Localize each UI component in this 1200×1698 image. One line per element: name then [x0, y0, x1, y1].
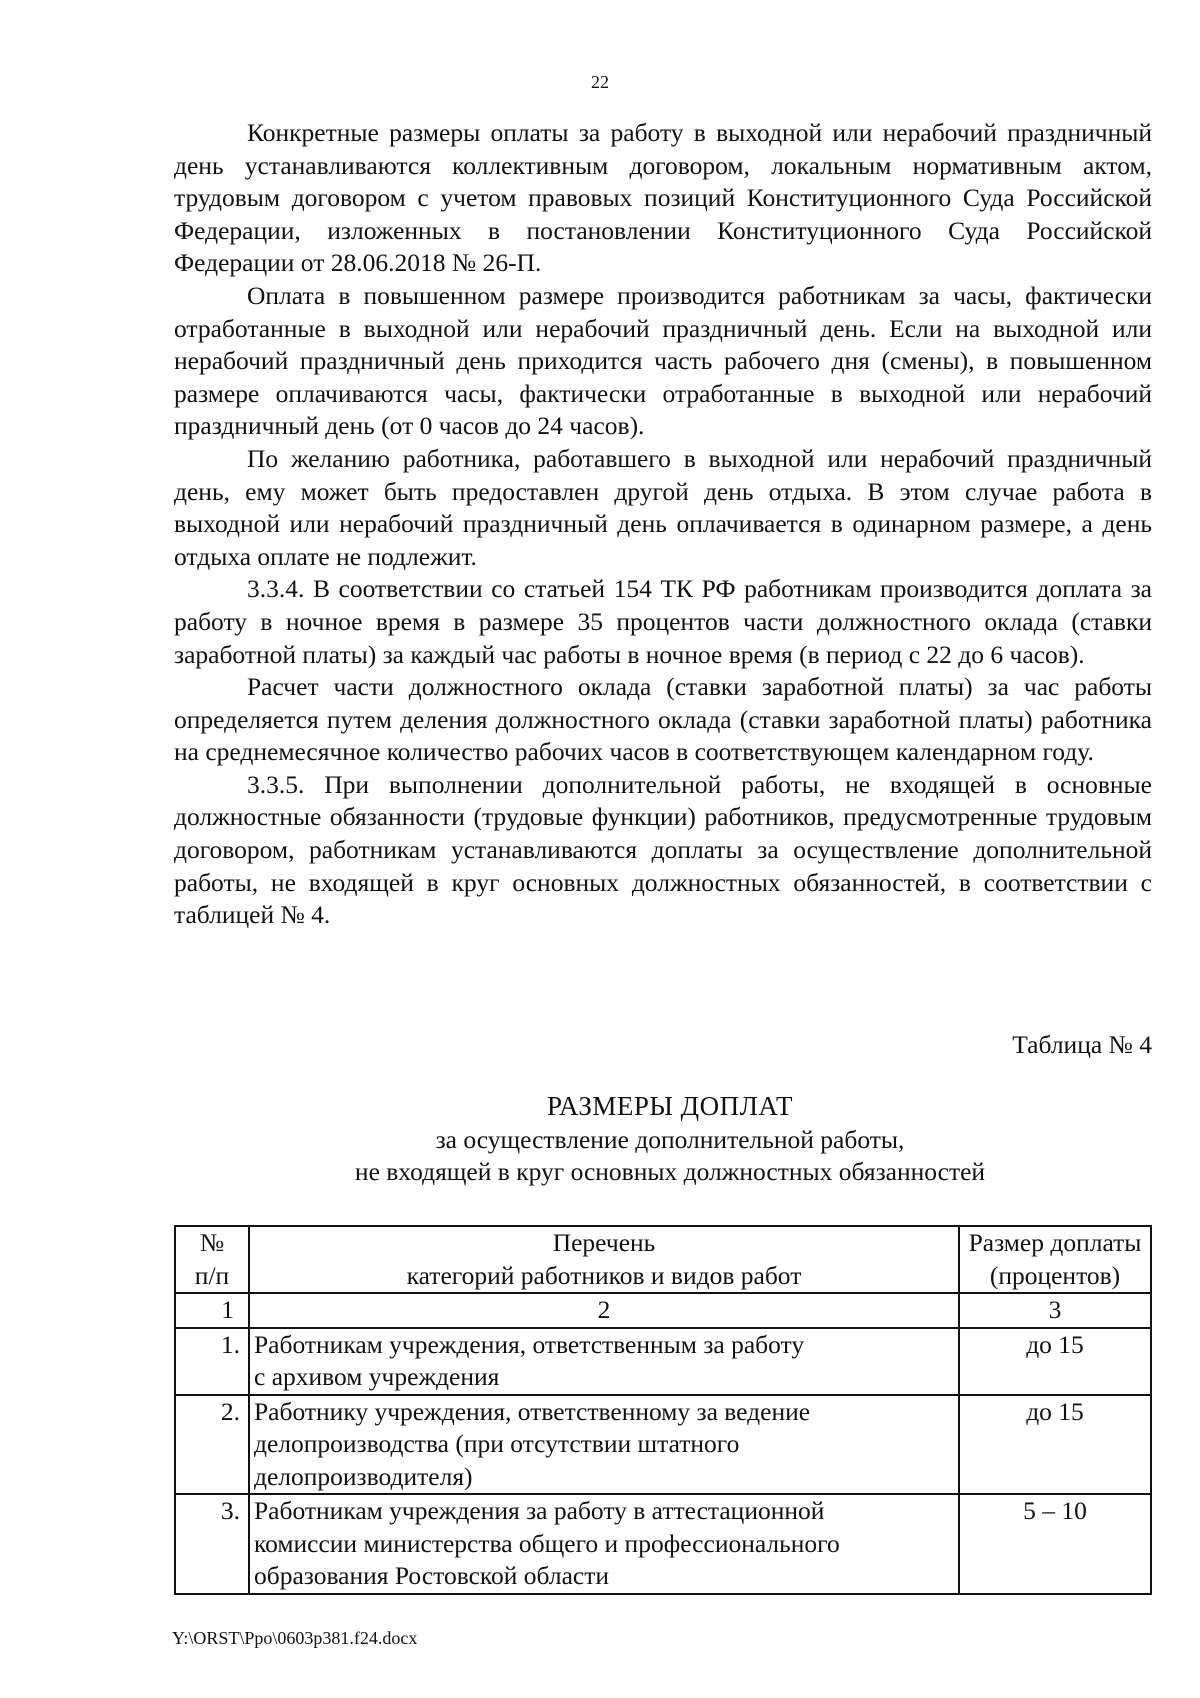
header-amount-line: (процентов) — [989, 1260, 1121, 1290]
page-number: 22 — [591, 72, 609, 92]
table-row — [175, 1395, 1151, 1495]
column-index: 3 — [959, 1293, 1151, 1328]
row-description-line: с архивом учреждения — [254, 1362, 500, 1391]
row-number: 3. — [175, 1494, 249, 1594]
row-amount: до 15 — [959, 1395, 1151, 1495]
file-path-footer: Y:\ORST\Ppo\0603p381.f24.docx — [172, 1628, 418, 1648]
table-header-row — [175, 1226, 1151, 1293]
row-number: 2. — [175, 1395, 249, 1495]
row-description — [249, 1395, 959, 1495]
row-description-line: Работникам учреждения, ответственным за работу — [254, 1329, 805, 1359]
row-description — [249, 1494, 959, 1594]
table-subtitle: не входящей в круг основных должностных обязанностей — [354, 1157, 986, 1186]
column-index: 1 — [175, 1293, 249, 1328]
row-description-line: делопроизводства (при отсутствии штатного — [254, 1429, 740, 1458]
header-amount-line: Размер доплаты — [968, 1228, 1142, 1257]
document-body — [174, 117, 1152, 932]
table-title: РАЗМЕРЫ ДОПЛАТ — [546, 1091, 794, 1121]
header-description-line: Перечень — [552, 1228, 656, 1257]
paragraph: Расчет части должностного оклада (ставки заработной платы) за час работы определяется путем деления должностного оклада (ставки заработной платы) работника на среднемесячное количество рабочих часов в соответствующем календарном году. — [174, 672, 1152, 767]
header-number-line: п/п — [194, 1260, 230, 1290]
paragraph: 3.3.4. В соответствии со статьей 154 ТК РФ работникам производится доплата за работу в ночное время в размере 35 процентов части должностного оклада (ставки заработной платы) за каждый час работы в ночное время (в период с 22 до 6 часов). — [174, 574, 1152, 669]
row-description-line: образования Ростовской области — [254, 1561, 610, 1590]
header-amount — [959, 1226, 1151, 1293]
paragraph: 3.3.5. При выполнении дополнительной работы, не входящей в основные должностные обязанности (трудовые функции) работников, предусмотренные трудовым договором, работникам устанавливаются доплаты за осуществление дополнительной работы, не входящей в круг основных должностных обязанностей, в соответствии с таблицей № 4. — [174, 769, 1152, 930]
header-description — [249, 1226, 959, 1293]
table-caption: Таблица № 4 — [1012, 1030, 1152, 1059]
header-number — [175, 1226, 249, 1293]
header-description-line: категорий работников и видов работ — [406, 1260, 802, 1290]
table-subtitle: за осуществление дополнительной работы, — [435, 1125, 905, 1154]
row-description — [249, 1328, 959, 1395]
paragraph: Оплата в повышенном размере производится работникам за часы, фактически отработанные в выходной или нерабочий праздничный день. Если на выходной или нерабочий праздничный день приходится часть рабочего дня (смены), в повышенном размере оплачиваются часы, фактически отработанные в выходной или нерабочий праздничный день (от 0 часов до 24 часов). — [174, 280, 1152, 441]
table-row — [175, 1328, 1151, 1395]
table-row — [175, 1494, 1151, 1594]
row-amount: 5 – 10 — [959, 1494, 1151, 1594]
row-amount: до 15 — [959, 1328, 1151, 1395]
row-description-line: Работнику учреждения, ответственному за ведение — [254, 1396, 811, 1426]
row-description-line: комиссии министерства общего и профессионального — [254, 1528, 840, 1558]
column-index-row — [175, 1293, 1151, 1328]
row-description-line: делопроизводителя) — [254, 1461, 473, 1491]
row-description-line: Работникам учреждения за работу в аттестационной — [254, 1496, 825, 1525]
paragraph: Конкретные размеры оплаты за работу в выходной или нерабочий праздничный день устанавливаются коллективным договором, локальным нормативным актом, трудовым договором с учетом правовых позиций Конституционного Суда Российской Федерации, изложенных в постановлении Конституционного Суда Российской Федерации от 28.06.2018 № 26-П. — [174, 118, 1152, 278]
header-number-line: № — [199, 1228, 225, 1257]
paragraph: По желанию работника, работавшего в выходной или нерабочий праздничный день, ему может быть предоставлен другой день отдыха. В этом случае работа в выходной или нерабочий праздничный день оплачивается в одинарном размере, а день отдыха оплате не подлежит. — [174, 443, 1152, 571]
row-number: 1. — [175, 1328, 249, 1395]
column-index: 2 — [249, 1293, 959, 1328]
allowances-table — [174, 1225, 1152, 1595]
table-heading — [0, 1090, 1200, 1188]
